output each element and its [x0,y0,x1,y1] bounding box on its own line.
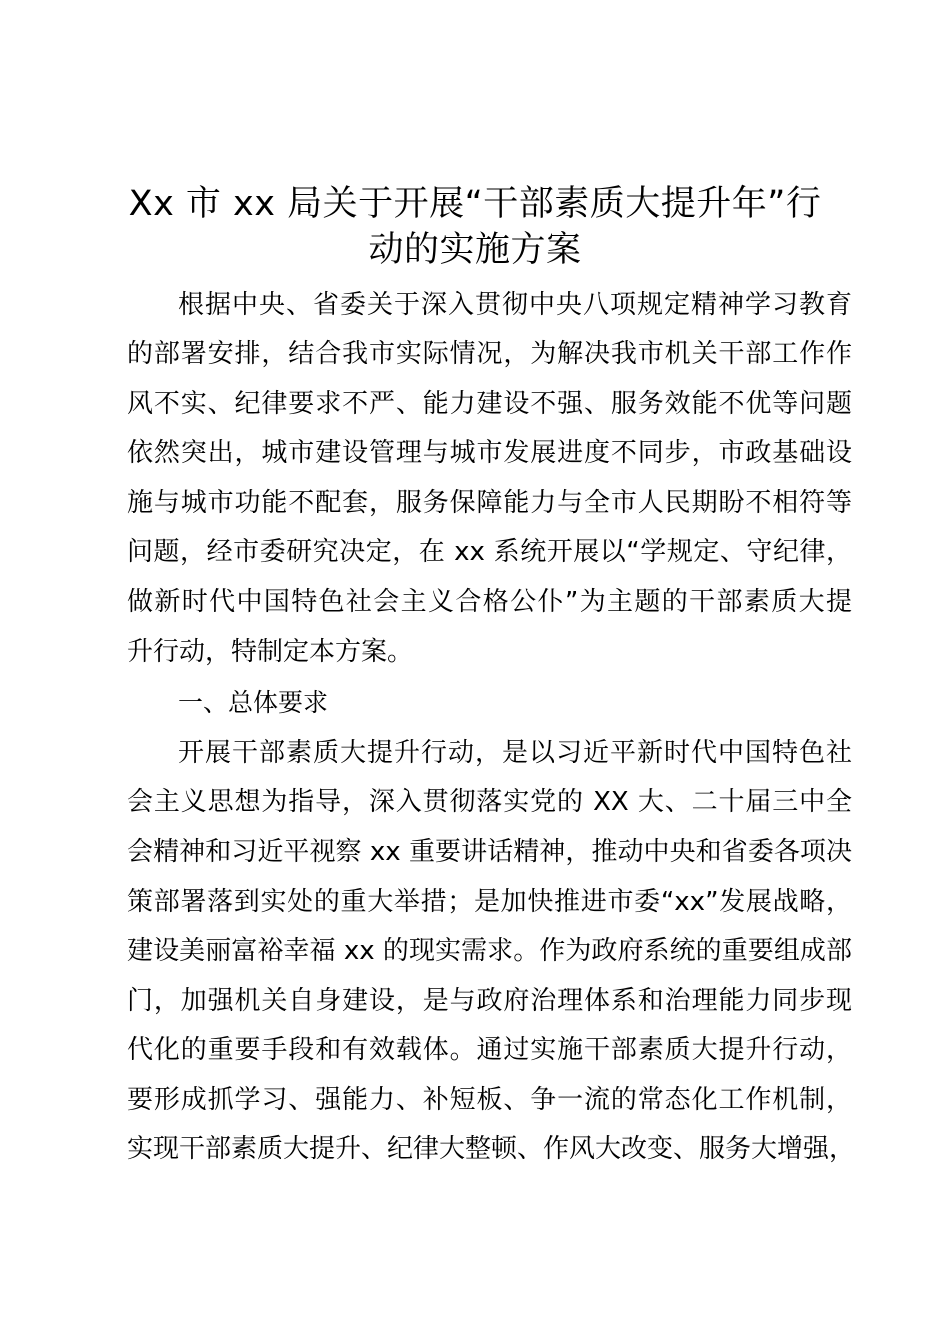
paragraph-1-line: 根据中央、省委关于深入贯彻中央八项规定精神学习教育 [178,290,852,320]
paragraph-1-line: 做新时代中国特色社会主义合格公仆”为主题的干部素质大提 [127,587,852,617]
section-heading: 一、总体要求 [178,688,329,717]
paragraph-2-line: 门，加强机关自身建设，是与政府治理体系和治理能力同步现 [127,986,852,1016]
paragraph-2-line: 会精神和习近平视察 xx 重要讲话精神，推动中央和省委各项决 [127,837,852,867]
paragraph-1-line: 风不实、纪律要求不严、能力建设不强、服务效能不优等问题 [127,389,852,419]
paragraph-1-line: 问题，经市委研究决定，在 xx 系统开展以“学规定、守纪律， [127,537,852,567]
paragraph-2-line: 代化的重要手段和有效载体。通过实施干部素质大提升行动， [127,1035,852,1065]
paragraph-2-line: 策部署落到实处的重大举措；是加快推进市委“xx”发展战略， [127,887,852,917]
paragraph-2-line: 开展干部素质大提升行动，是以习近平新时代中国特色社 [178,738,852,768]
paragraph-1-line: 升行动，特制定本方案。 [127,637,414,667]
paragraph-2-line: 实现干部素质大提升、纪律大整顿、作风大改变、服务大增强， [127,1134,856,1164]
paragraph-2-line: 要形成抓学习、强能力、补短板、争一流的常态化工作机制， [127,1085,852,1115]
paragraph-1-line: 的部署安排，结合我市实际情况，为解决我市机关干部工作作 [127,339,852,369]
paragraph-2-line: 建设美丽富裕幸福 xx 的现实需求。作为政府系统的重要组成部 [127,936,852,966]
title-line: Xx 市 xx 局关于开展“干部素质大提升年”行 [128,184,822,224]
paragraph-1-line: 施与城市功能不配套，服务保障能力与全市人民期盼不相符等 [127,488,852,518]
paragraph-2-line: 会主义思想为指导，深入贯彻落实党的 XX 大、二十届三中全 [127,787,852,817]
document-title [100,181,850,273]
title-line: 动的实施方案 [368,230,582,270]
paragraph-1-line: 依然突出，城市建设管理与城市发展进度不同步，市政基础设 [127,438,852,468]
